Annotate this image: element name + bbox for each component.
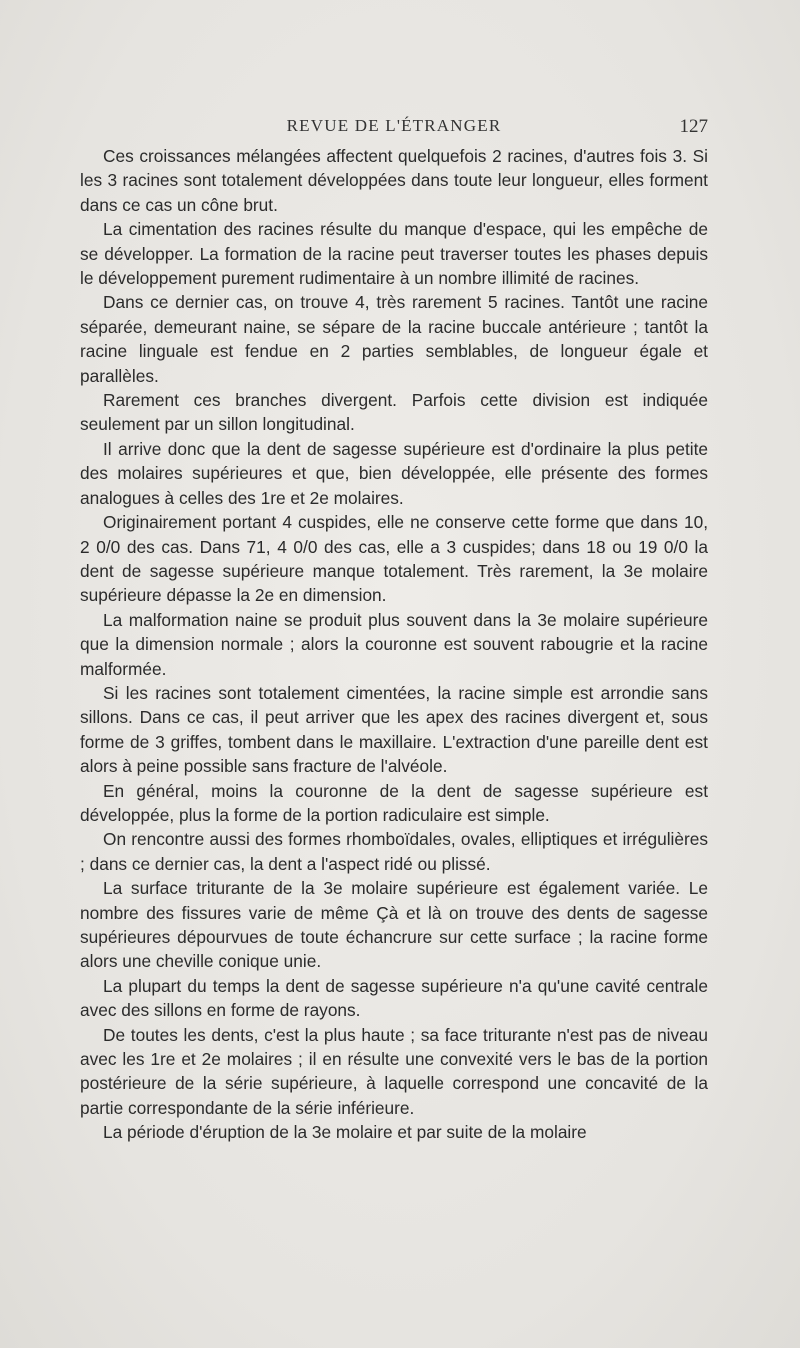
paragraph: En général, moins la couronne de la dent de sagesse supérieure est développée, plus la forme de la portion radiculaire est simple. [80, 780, 708, 825]
paragraph: La malformation naine se produit plus souvent dans la 3e molaire supérieure que la dimension normale ; alors la couronne est souvent rabougrie et la racine malformée. [80, 609, 708, 679]
paragraph: Ces croissances mélangées affectent quelquefois 2 racines, d'autres fois 3. Si les 3 racines sont totalement développées dans toute leur longueur, elles forment dans ce cas un cône brut. [80, 146, 708, 215]
paragraph: On rencontre aussi des formes rhomboïdales, ovales, elliptiques et irrégulières ; dans ce dernier cas, la dent a l'aspect ridé ou plissé. [80, 829, 708, 874]
running-title: REVUE DE L'ÉTRANGER [286, 116, 502, 135]
page-header [80, 112, 708, 144]
paragraph: De toutes les dents, c'est la plus haute ; sa face triturante n'est pas de niveau avec les 1re et 2e molaires ; il en résulte une convexité vers le bas de la portion postérieure de la série supérieure, à laquelle correspond une concavité de la partie correspondante de la série inférieure. [80, 1024, 708, 1118]
paragraph: Originairement portant 4 cuspides, elle ne conserve cette forme que dans 10, 2 0/0 des cas. Dans 71, 4 0/0 des cas, elle a 3 cuspides; dans 18 ou 19 0/0 la dent de sagesse supérieure manque totalement. Très rarement, la 3e molaire supérieure dépasse la 2e en dimension. [80, 512, 708, 606]
paragraph: Rarement ces branches divergent. Parfois cette division est indiquée seulement par un sillon longitudinal. [80, 390, 708, 435]
page-number: 127 [679, 116, 708, 137]
body-text [80, 144, 708, 1145]
paragraph: Dans ce dernier cas, on trouve 4, très rarement 5 racines. Tantôt une racine séparée, demeurant naine, se sépare de la racine buccale antérieure ; tantôt la racine linguale est fendue en 2 parties semblables, de longueur égale et parallèles. [80, 292, 708, 386]
paragraph: Si les racines sont totalement cimentées, la racine simple est arrondie sans sillons. Dans ce cas, il peut arriver que les apex des racines divergent et, sous forme de 3 griffes, tombent dans le maxillaire. L'extraction d'une pareille dent est alors à peine possible sans fracture de l'alvéole. [80, 682, 708, 777]
paragraph: La cimentation des racines résulte du manque d'espace, qui les empêche de se développer. La formation de la racine peut traverser toutes les phases depuis le développement purement rudimentaire à un nombre illimité de racines. [80, 219, 708, 289]
paragraph: La surface triturante de la 3e molaire supérieure est également variée. Le nombre des fissures varie de même Çà et là on trouve des dents de sagesse supérieures dépourvues de toute échancrure sur cette surface ; la racine forme alors une cheville conique unie. [80, 878, 708, 972]
paragraph: La période d'éruption de la 3e molaire et par suite de la molaire [103, 1122, 587, 1143]
paragraph: La plupart du temps la dent de sagesse supérieure n'a qu'une cavité centrale avec des sillons en forme de rayons. [80, 975, 708, 1021]
paragraph: Il arrive donc que la dent de sagesse supérieure est d'ordinaire la plus petite des molaires supérieures et que, bien développée, elle présente des formes analogues à celles des 1re et 2e molaires. [80, 438, 708, 508]
